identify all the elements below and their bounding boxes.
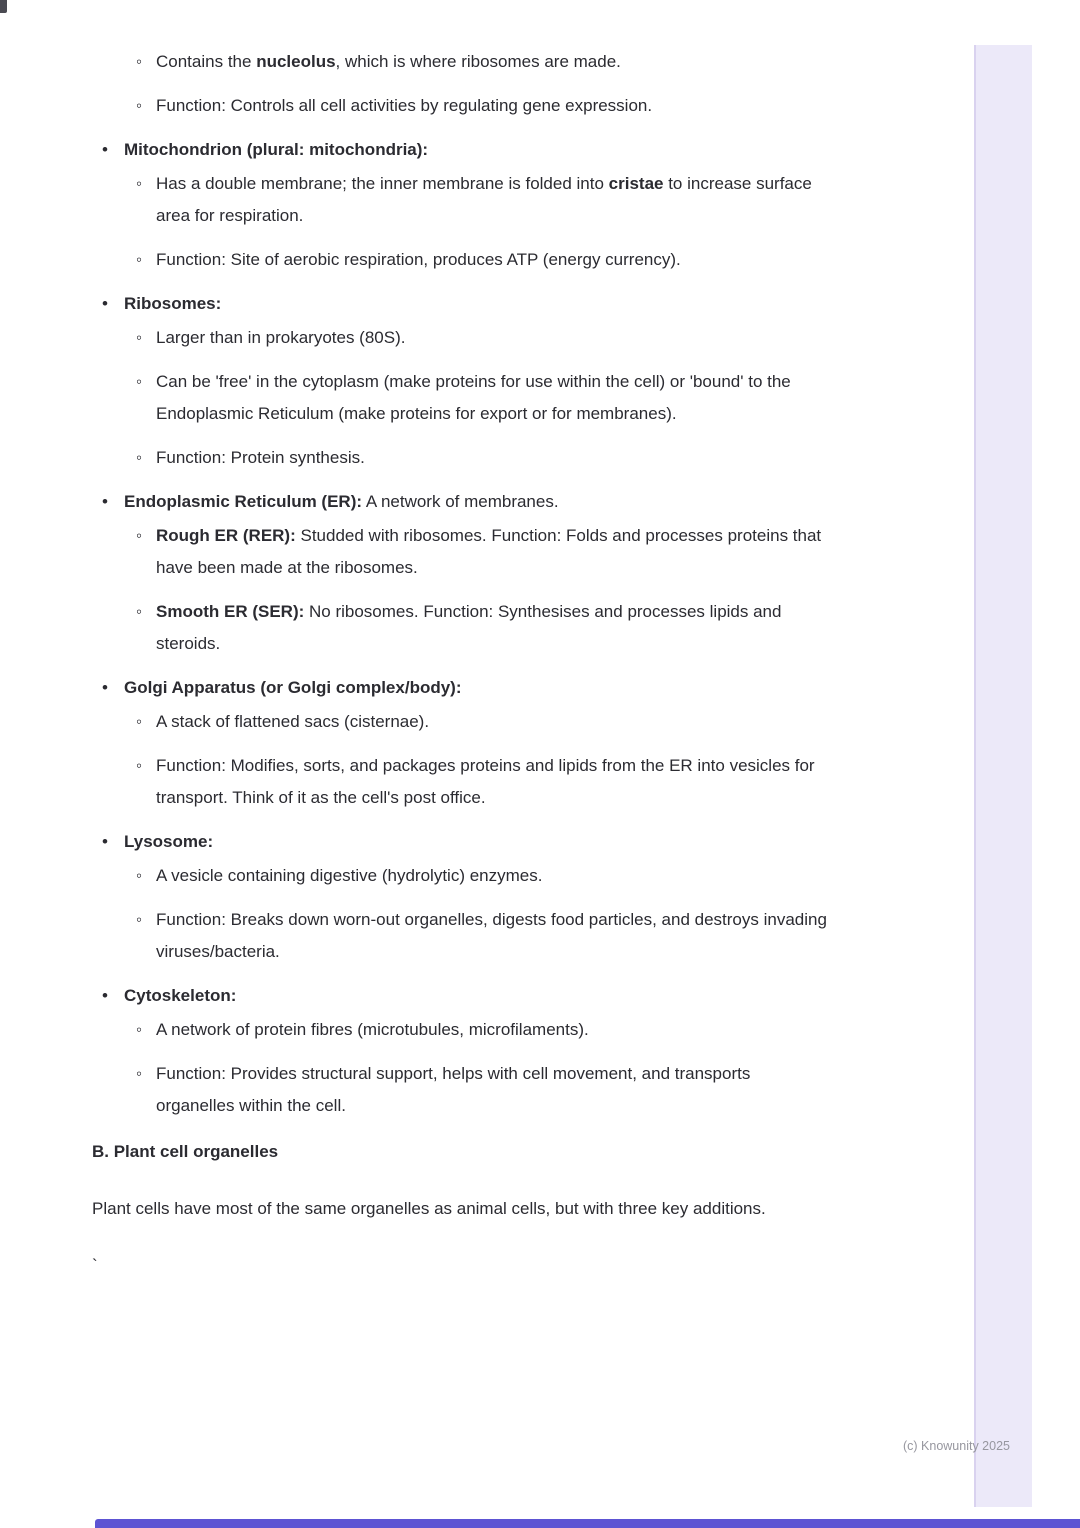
sub-list-item bbox=[92, 168, 832, 232]
list-item-text bbox=[156, 860, 542, 892]
text-run: A stack of flattened sacs (cisternae). bbox=[156, 712, 430, 731]
list-item-text bbox=[124, 288, 221, 320]
text-run: Function: Protein synthesis. bbox=[156, 448, 365, 467]
list-item-text bbox=[124, 672, 462, 704]
bullet-disc-icon: • bbox=[102, 140, 108, 159]
list-item-text bbox=[156, 322, 405, 354]
text-run: Plant cells have most of the same organelles as animal cells, but with three key additions. bbox=[92, 1199, 766, 1218]
list-item-text bbox=[156, 90, 652, 122]
sub-list-item bbox=[92, 706, 832, 738]
list-item-text bbox=[124, 980, 236, 1012]
sub-list-item bbox=[92, 1058, 832, 1122]
text-run: Function: Breaks down worn-out organelles, digests food particles, and destroys invading viruses/bacteria. bbox=[156, 910, 827, 961]
sub-list-item bbox=[92, 244, 832, 276]
text-run: Can be 'free' in the cytoplasm (make proteins for use within the cell) or 'bound' to the Endoplasmic Reticulum (make proteins for export or for membranes). bbox=[156, 372, 791, 423]
paragraph bbox=[92, 1250, 832, 1282]
list-item bbox=[92, 672, 832, 704]
bullet-circle-icon: ◦ bbox=[136, 52, 143, 71]
bullet-circle-icon: ◦ bbox=[136, 372, 143, 391]
list-item bbox=[92, 486, 832, 518]
bullet-circle-icon: ◦ bbox=[136, 1020, 143, 1039]
list-item-text bbox=[156, 244, 681, 276]
sub-list-item bbox=[92, 520, 832, 584]
paragraph bbox=[92, 1193, 832, 1225]
bullet-disc-icon: • bbox=[102, 492, 108, 511]
bold-text: Smooth ER (SER): bbox=[156, 602, 305, 621]
text-run: Function: Modifies, sorts, and packages proteins and lipids from the ER into vesicles for transport. Think of it as the cell's post office. bbox=[156, 756, 815, 807]
sub-list-item bbox=[92, 366, 832, 430]
list-item-text bbox=[156, 1058, 832, 1122]
list-item bbox=[92, 134, 832, 166]
sub-list-item bbox=[92, 1014, 832, 1046]
list-item-text bbox=[156, 706, 429, 738]
bold-text: Lysosome: bbox=[124, 832, 214, 851]
text-run: Function: Controls all cell activities by regulating gene expression. bbox=[156, 96, 653, 115]
text-run: Has a double membrane; the inner membrane is folded into bbox=[156, 174, 609, 193]
section-heading bbox=[92, 1136, 832, 1168]
bullet-circle-icon: ◦ bbox=[136, 526, 143, 545]
sub-list-item bbox=[92, 750, 832, 814]
list-item-text bbox=[156, 750, 832, 814]
text-run: ` bbox=[92, 1256, 98, 1275]
page-side-strip bbox=[974, 45, 1032, 1507]
bullet-circle-icon: ◦ bbox=[136, 602, 143, 621]
bold-text: nucleolus bbox=[256, 52, 336, 71]
list-item bbox=[92, 288, 832, 320]
sub-list-item bbox=[92, 860, 832, 892]
list-item-text bbox=[156, 46, 621, 78]
list-item bbox=[92, 980, 832, 1012]
list-item-text bbox=[156, 366, 832, 430]
bold-text: Endoplasmic Reticulum (ER): bbox=[124, 492, 363, 511]
bold-text: Ribosomes: bbox=[124, 294, 222, 313]
text-run: A network of membranes. bbox=[362, 492, 559, 511]
bullet-circle-icon: ◦ bbox=[136, 328, 143, 347]
list-item-text bbox=[156, 904, 832, 968]
bullet-disc-icon: • bbox=[102, 832, 108, 851]
list-item bbox=[92, 826, 832, 858]
text-run: to increase surface area for respiration. bbox=[156, 174, 812, 225]
bullet-disc-icon: • bbox=[102, 294, 108, 313]
bullet-circle-icon: ◦ bbox=[136, 250, 143, 269]
text-run: Contains the bbox=[156, 52, 257, 71]
bullet-circle-icon: ◦ bbox=[136, 712, 143, 731]
text-run: Function: Provides structural support, helps with cell movement, and transports organelles within the cell. bbox=[156, 1064, 751, 1115]
list-item-text bbox=[124, 134, 428, 166]
text-run: Studded with ribosomes. Function: Folds and processes proteins that have been made at the ribosomes. bbox=[156, 526, 822, 577]
page-corner-artifact bbox=[0, 0, 7, 13]
list-item-text bbox=[156, 596, 832, 660]
bold-text: Cytoskeleton: bbox=[124, 986, 237, 1005]
text-run: Function: Site of aerobic respiration, produces ATP (energy currency). bbox=[156, 250, 681, 269]
list-item-text bbox=[124, 486, 559, 518]
list-item-text bbox=[156, 168, 832, 232]
bullet-circle-icon: ◦ bbox=[136, 174, 143, 193]
bullet-disc-icon: • bbox=[102, 986, 108, 1005]
sub-list-item bbox=[92, 90, 832, 122]
bullet-circle-icon: ◦ bbox=[136, 96, 143, 115]
list-item-text bbox=[156, 1014, 589, 1046]
bullet-circle-icon: ◦ bbox=[136, 756, 143, 775]
text-run: , which is where ribosomes are made. bbox=[335, 52, 621, 71]
bullet-disc-icon: • bbox=[102, 678, 108, 697]
text-run: No ribosomes. Function: Synthesises and processes lipids and steroids. bbox=[156, 602, 782, 653]
list-item-text bbox=[156, 442, 365, 474]
bullet-circle-icon: ◦ bbox=[136, 866, 143, 885]
copyright-notice: (c) Knowunity 2025 bbox=[902, 1439, 1010, 1453]
sub-list-item bbox=[92, 442, 832, 474]
bold-text: B. Plant cell organelles bbox=[92, 1142, 279, 1161]
bottom-accent-bar bbox=[95, 1519, 1080, 1528]
bold-text: Mitochondrion (plural: mitochondria): bbox=[124, 140, 429, 159]
list-item-text bbox=[124, 826, 213, 858]
sub-list-item bbox=[92, 46, 832, 78]
list-item-text bbox=[156, 520, 832, 584]
bullet-circle-icon: ◦ bbox=[136, 1064, 143, 1083]
text-run: A network of protein fibres (microtubules, microfilaments). bbox=[156, 1020, 589, 1039]
bullet-circle-icon: ◦ bbox=[136, 910, 143, 929]
bold-text: Rough ER (RER): bbox=[156, 526, 296, 545]
text-run: Larger than in prokaryotes (80S). bbox=[156, 328, 406, 347]
sub-list-item bbox=[92, 904, 832, 968]
text-run: A vesicle containing digestive (hydrolytic) enzymes. bbox=[156, 866, 543, 885]
sub-list-item bbox=[92, 322, 832, 354]
sub-list-item bbox=[92, 596, 832, 660]
bold-text: Golgi Apparatus (or Golgi complex/body): bbox=[124, 678, 462, 697]
bold-text: cristae bbox=[608, 174, 664, 193]
bullet-circle-icon: ◦ bbox=[136, 448, 143, 467]
